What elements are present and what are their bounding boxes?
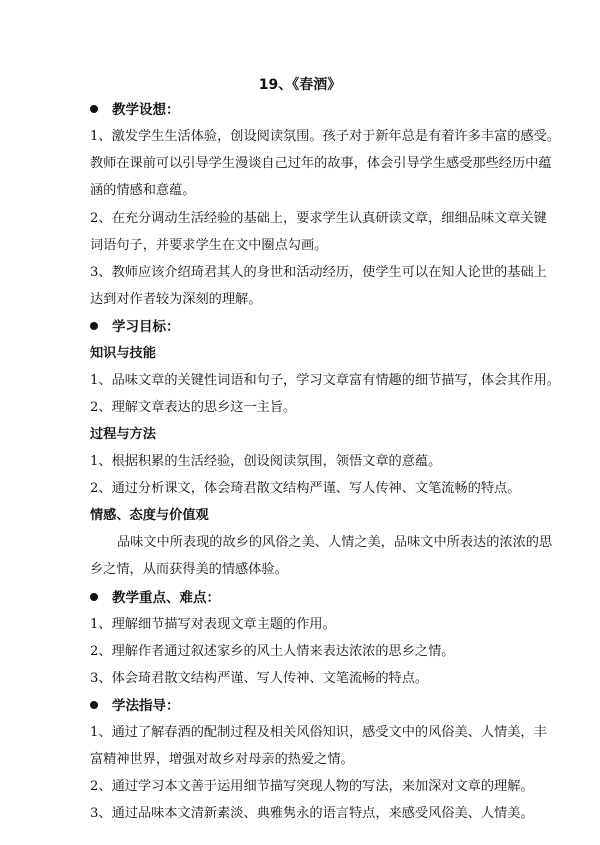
paragraph-line: 达到对作者较为深刻的理解。	[90, 292, 262, 307]
paragraph-line: 3、教师应该介绍琦君其人的身世和活动经历，使学生可以在知人论世的基础上	[90, 265, 547, 280]
heading-text: 教学设想：	[112, 102, 180, 118]
paragraph-line: 词语句子，并要求学生在文中圈点勾画。	[90, 238, 328, 253]
subheading-knowledge: 知识与技能	[90, 346, 156, 361]
paragraph-line: 3、体会琦君散文结构严谨、写人传神、文笔流畅的特点。	[90, 671, 429, 686]
bullet-icon	[90, 322, 98, 330]
paragraph-line: 涵的情感和意蕴。	[90, 183, 196, 198]
paragraph-line: 1、激发学生生活体验，创设阅读氛围。孩子对于新年总是有着许多丰富的感受。	[90, 129, 560, 144]
paragraph-line: 乡之情，从而获得美的情感体验。	[90, 562, 288, 577]
paragraph-line: 品味文中所表现的故乡的风俗之美、人情之美，品味文中所表达的浓浓的思	[117, 535, 553, 550]
paragraph-line: 3、通过品味本文清新素淡、典雅隽永的语言特点，来感受风俗美、人情美。	[90, 806, 534, 821]
section-heading-learning-goals	[90, 318, 180, 336]
bullet-icon	[90, 593, 98, 601]
bullet-icon	[90, 105, 98, 113]
paragraph-line: 2、通过学习本文善于运用细节描写突现人物的写法，来加深对文章的理解。	[90, 779, 534, 794]
section-heading-study-guide	[90, 697, 180, 715]
paragraph-line: 2、在充分调动生活经验的基础上，要求学生认真研读文章，细细品味文章关键	[90, 211, 547, 226]
section-heading-key-points	[90, 589, 220, 607]
paragraph-line: 1、根据积累的生活经验，创设阅读氛围，领悟文章的意蕴。	[90, 454, 442, 469]
paragraph-line: 1、通过了解春酒的配制过程及相关风俗知识，感受文中的风俗美、人情美，丰	[90, 725, 547, 740]
subheading-process: 过程与方法	[90, 427, 156, 442]
section-heading-teaching-design	[90, 101, 180, 119]
heading-text: 学法指导：	[112, 698, 180, 714]
paragraph-line: 1、品味文章的关键性词语和句子，学习文章富有情趣的细节描写，体会其作用。	[90, 373, 560, 388]
paragraph-line: 2、通过分析课文，体会琦君散文结构严谨、写人传神、文笔流畅的特点。	[90, 481, 521, 496]
paragraph-line: 富精神世界，增强对故乡对母亲的热爱之情。	[90, 752, 354, 767]
paragraph-line: 1、理解细节描写对表现文章主题的作用。	[90, 617, 336, 632]
document-title: 19、《春酒》	[258, 77, 342, 93]
heading-text: 教学重点、难点：	[112, 590, 220, 606]
paragraph-line: 2、理解作者通过叙述家乡的风土人情来表达浓浓的思乡之情。	[90, 644, 455, 659]
subheading-emotion: 情感、态度与价值观	[90, 508, 209, 523]
heading-text: 学习目标：	[112, 319, 180, 335]
paragraph-line: 2、理解文章表达的思乡这一主旨。	[90, 400, 297, 415]
bullet-icon	[90, 701, 98, 709]
paragraph-line: 教师在课前可以引导学生漫谈自己过年的故事，体会引导学生感受那些经历中蕴	[90, 156, 552, 171]
